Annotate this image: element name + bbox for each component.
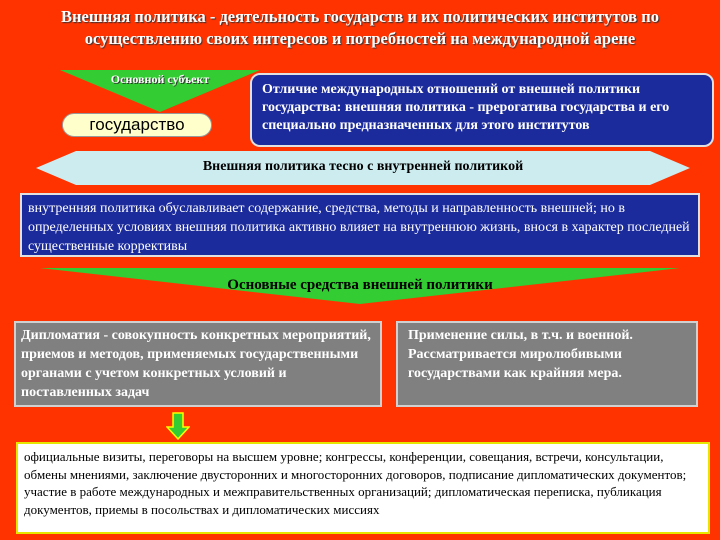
diplomacy-forms-box: официальные визиты, переговоры на высшем уровне; конгрессы, конференции, совещания, встречи, консультации, обмены мнениями, заключение двусторонних и многосторонних договоров, подписание дипломатических документов; участие в работе международных и межправительственных организаций; дипломатическая переписка, публикация документов, приемы в посольствах и дипломатических миссиях [16,442,710,534]
connection-label: Внешняя политика тесно с внутренней политикой [202,159,524,174]
difference-box: Отличие международных отношений от внешней политики государства: внешняя политика - прерогатива государства и его специально предназначенных для этого институтов [250,73,714,147]
means-label: Основные средства внешней политики [227,277,493,293]
page-title: Внешняя политика - деятельность государств и их политических институтов по осуществлению своих интересов и потребностей на международной арене [61,7,659,48]
force-box: Применение силы, в т.ч. и военной. Рассматривается миролюбивыми государствами как крайняя мера. [396,321,698,407]
down-arrow-icon [166,412,190,440]
state-box: государство [62,113,212,137]
diplomacy-box: Дипломатия - совокупность конкретных мероприятий, приемов и методов, применяемых государственными органами с учетом конкретных условий и поставленных задач [14,321,382,407]
subject-label: Основной субъект [110,72,210,86]
internal-policy-box: внутренняя политика обуславливает содержание, средства, методы и направленность внешней; но в определенных условиях внешняя политика активно влияет на внутреннюю жизнь, внося в характер последней существенные коррективы [20,193,700,257]
